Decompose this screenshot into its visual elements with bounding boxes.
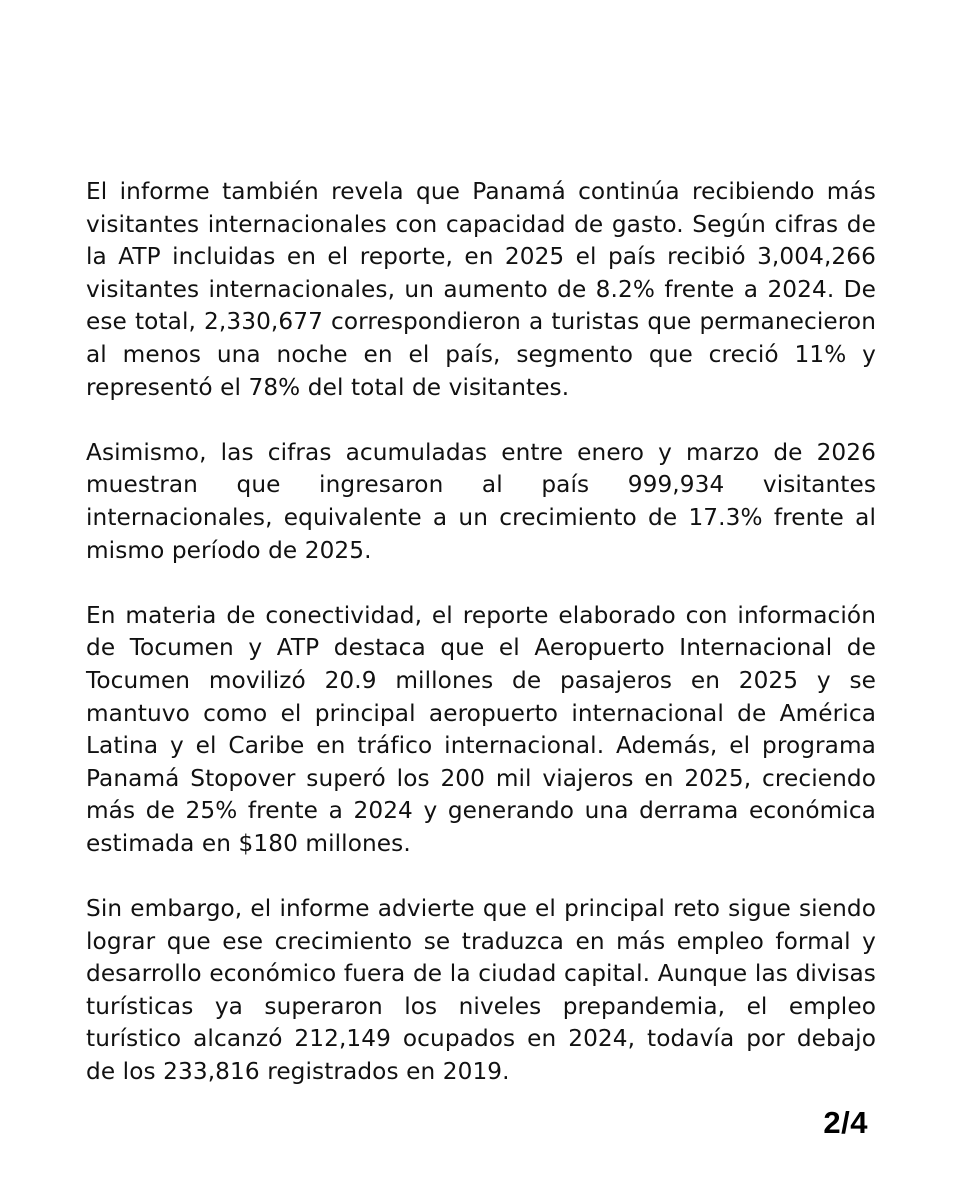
paragraph-connectivity: En materia de conectividad, el reporte elaborado con información de Tocumen y ATP destaca que el Aeropuerto Internacional de Tocumen movilizó 20.9 millones de pasajeros en 2025 y se mantuvo como el principal aeropuerto internacional de América Latina y el Caribe en tráfico internacional. Además, el programa Panamá Stopover superó los 200 mil viajeros en 2025, creciendo más de 25% frente a 2024 y generando una derrama económica estimada en $180 millones.: [86, 601, 876, 857]
paragraph-visitors-2026: Asimismo, las cifras acumuladas entre enero y marzo de 2026 muestran que ingresaron al país 999,934 visitantes internacionales, equivalente a un crecimiento de 17.3% frente al mismo período de 2025.: [86, 438, 876, 564]
page-indicator: 2/4: [823, 1105, 868, 1140]
paragraph-employment: Sin embargo, el informe advierte que el principal reto sigue siendo lograr que ese crecimiento se traduzca en más empleo formal y desarrollo económico fuera de la ciudad capital. Aunque las divisas turísticas ya superaron los niveles prepandemia, el empleo turístico alcanzó 212,149 ocupados en 2024, todavía por debajo de los 233,816 registrados en 2019.: [86, 895, 876, 1086]
paragraph-visitors-2025: El informe también revela que Panamá continúa recibiendo más visitantes internacionales con capacidad de gasto. Según cifras de la ATP incluidas en el reporte, en 2025 el país recibió 3,004,266 visitantes internacionales, un aumento de 8.2% frente a 2024. De ese total, 2,330,677 correspondieron a turistas que permanecieron al menos una noche en el país, segmento que creció 11% y representó el 78% del total de visitantes.: [86, 178, 876, 401]
article-body: [86, 176, 876, 1121]
